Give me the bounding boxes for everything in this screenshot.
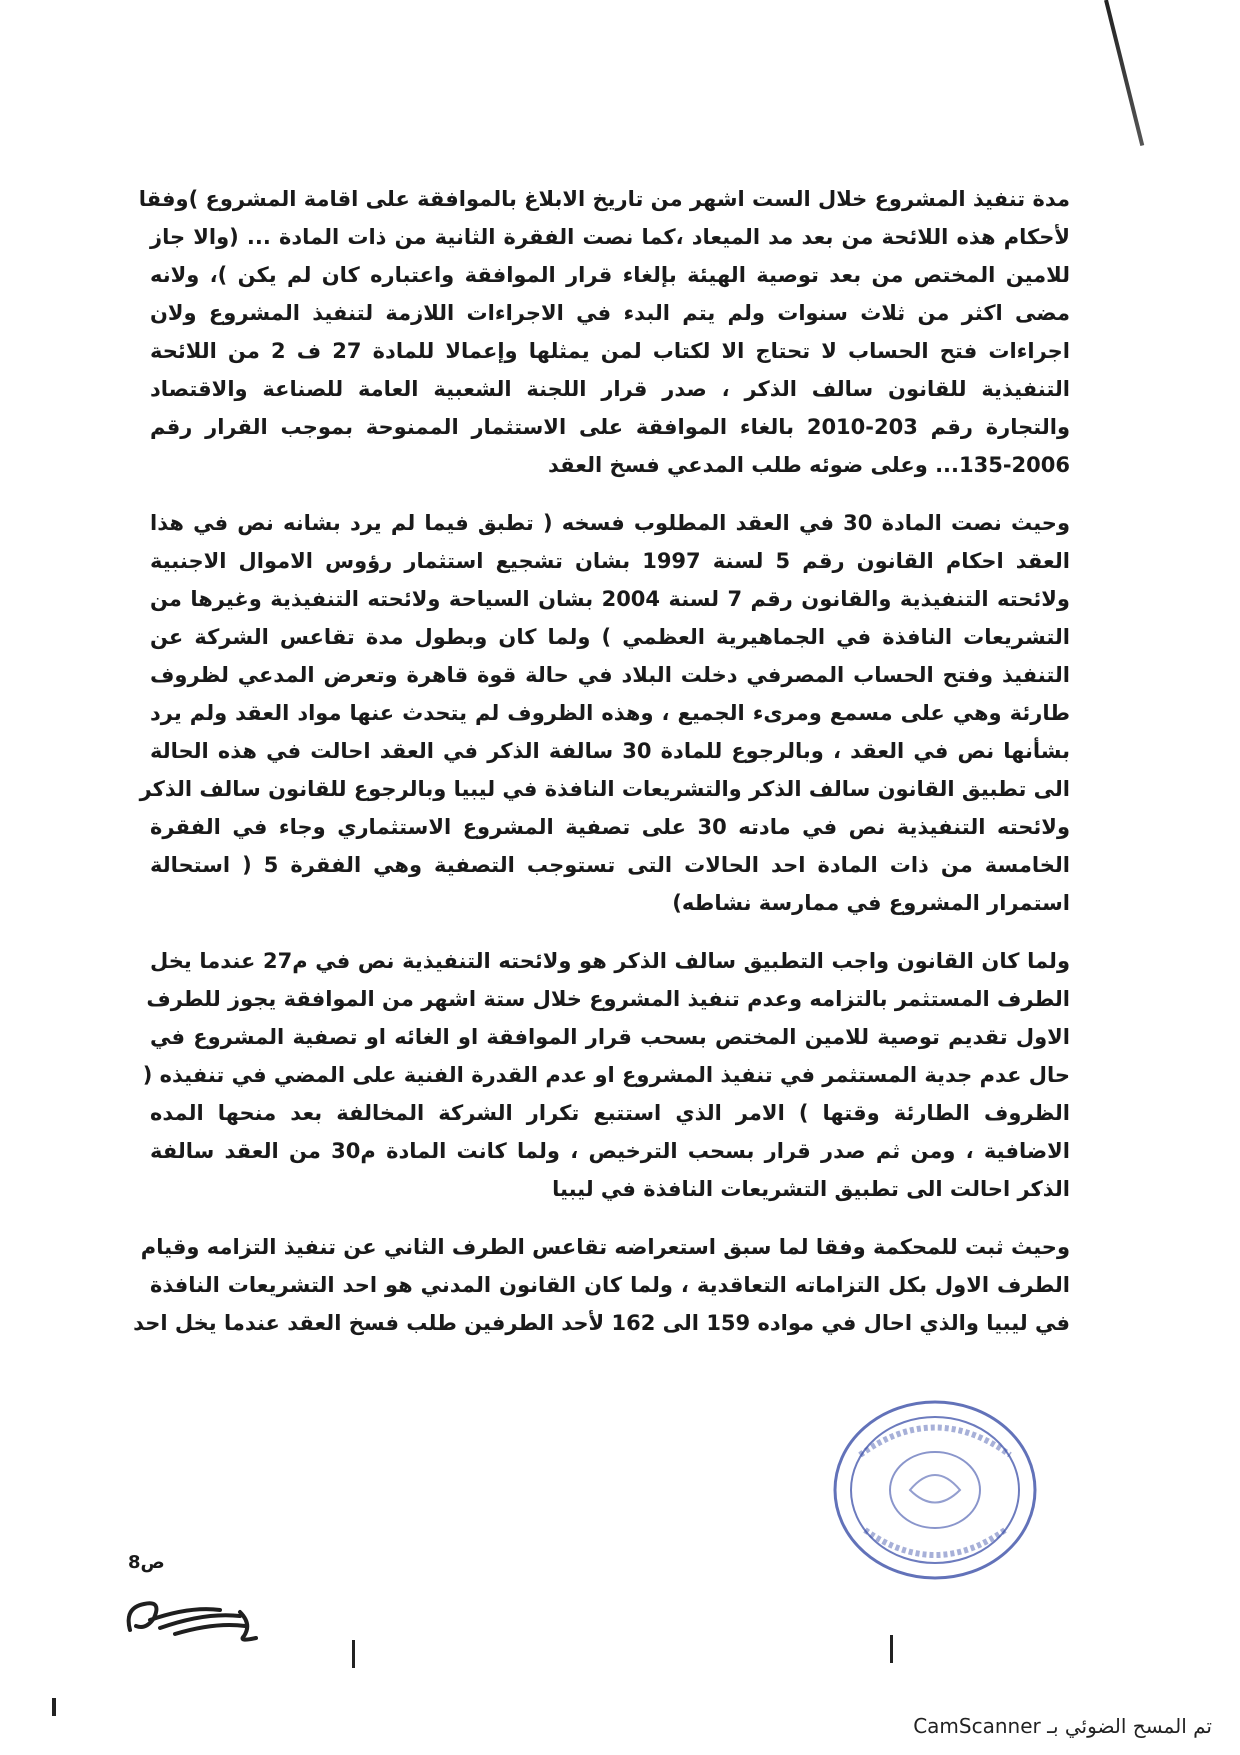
- text-line: وحيث ثبت للمحكمة وفقا لما سبق استعراضه تقاعس الطرف الثاني عن تنفيذ التزامه وقيام: [140, 1235, 1070, 1259]
- page-number: ص8: [128, 1552, 165, 1573]
- text-line: الخامسة من ذات المادة احد الحالات التى تستوجب التصفية وهي الفقرة 5 ( استحالة: [150, 853, 1070, 877]
- text-line: الطرف المستثمر بالتزامه وعدم تنفيذ المشروع خلال ستة اشهر من الموافقة يجوز للطرف: [146, 987, 1070, 1011]
- text-line: للامين المختص من بعد توصية الهيئة بإلغاء قرار الموافقة واعتباره كان لم يكن )، ولانه: [150, 263, 1070, 287]
- camscanner-footer: تم المسح الضوئي بـ CamScanner: [913, 1714, 1212, 1738]
- text-line: مدة تنفيذ المشروع خلال الست اشهر من تاريخ الابلاغ بالموافقة على اقامة المشروع )وفقا: [138, 187, 1070, 211]
- text-line: في ليبيا والذي احال في مواده 159 الى 162 لأحد الطرفين طلب فسخ العقد عندما يخل احد: [133, 1311, 1070, 1335]
- scan-mark-left: [352, 1640, 355, 1668]
- text-line: مضى اكثر من ثلاث سنوات ولم يتم البدء في الاجراءات اللازمة لتنفيذ المشروع ولان: [150, 301, 1070, 325]
- scan-mark-corner: [52, 1698, 56, 1716]
- page-edge-shadow: [1104, 0, 1144, 146]
- text-line: بشأنها نص في العقد ، وبالرجوع للمادة 30 سالفة الذكر في العقد احالت في هذه الحالة: [150, 739, 1071, 763]
- text-line: لأحكام هذه اللائحة من بعد مد الميعاد ،كما نصت الفقرة الثانية من ذات المادة ... (والا جاز: [150, 225, 1070, 249]
- paragraph: [133, 1228, 1070, 1342]
- paragraph: [142, 942, 1070, 1208]
- text-line: التشريعات النافذة في الجماهيرية العظمي ) ولما كان وبطول مدة تقاعس الشركة عن: [150, 625, 1070, 649]
- text-line: الاول تقديم توصية للامين المختص بسحب قرار الموافقة او الغائه او تصفية المشروع في: [150, 1025, 1070, 1049]
- text-line: الى تطبيق القانون سالف الذكر والتشريعات النافذة في ليبيا وبالرجوع للقانون سالف الذكر: [139, 777, 1070, 801]
- text-line: ولائحته التنفيذية والقانون رقم 7 لسنة 2004 بشان السياحة ولائحته التنفيذية وغيرها من: [150, 587, 1070, 611]
- text-line: التنفيذ وفتح الحساب المصرفي دخلت البلاد في حالة قوة قاهرة وتعرض المدعي لظروف: [150, 663, 1070, 687]
- text-line: اجراءات فتح الحساب لا تحتاج الا لكتاب لمن يمثلها وإعمالا للمادة 27 ف 2 من اللائحة: [150, 339, 1070, 363]
- text-line: العقد احكام القانون رقم 5 لسنة 1997 بشان تشجيع استثمار رؤوس الاموال الاجنبية: [150, 549, 1070, 573]
- paragraph: [138, 180, 1070, 484]
- text-line: وحيث نصت المادة 30 في العقد المطلوب فسخه ( تطبق فيما لم يرد بشانه نص في هذا: [150, 511, 1070, 535]
- text-line: الاضافية ، ومن ثم صدر قرار بسحب الترخيص ، ولما كانت المادة م30 من العقد سالفة: [150, 1139, 1070, 1163]
- text-line: والتجارة رقم 203-2010 بالغاء الموافقة على الاستثمار الممنوحة بموجب القرار رقم: [150, 415, 1070, 439]
- text-line: 135-2006... وعلى ضوئه طلب المدعي فسخ العقد: [548, 453, 1070, 477]
- scan-mark-right: [890, 1635, 893, 1663]
- court-seal-stamp: [830, 1395, 1040, 1585]
- text-line: حال عدم جدية المستثمر في تنفيذ المشروع او عدم القدرة الفنية على المضي في تنفيذه (: [142, 1063, 1070, 1087]
- text-line: الظروف الطارئة وقتها ) الامر الذي استتبع تكرار الشركة المخالفة بعد منحها المده: [150, 1101, 1070, 1125]
- text-line: التنفيذية للقانون سالف الذكر ، صدر قرار اللجنة الشعبية العامة للصناعة والاقتصاد: [150, 377, 1070, 401]
- signature: [120, 1590, 290, 1645]
- text-line: ولما كان القانون واجب التطبيق سالف الذكر هو ولائحته التنفيذية نص في م27 عندما يخل: [150, 949, 1070, 973]
- text-line: الذكر احالت الى تطبيق التشريعات النافذة في ليبيا: [552, 1177, 1070, 1201]
- text-line: طارئة وهي على مسمع ومرىء الجميع ، وهذه الظروف لم يتحدث عنها مواد العقد ولم يرد: [150, 701, 1070, 725]
- text-line: الطرف الاول بكل التزاماته التعاقدية ، ولما كان القانون المدني هو احد التشريعات النافذة: [150, 1273, 1070, 1297]
- document-body: [133, 180, 1071, 1362]
- paragraph: [139, 504, 1071, 922]
- text-line: استمرار المشروع في ممارسة نشاطه): [672, 891, 1070, 915]
- text-line: ولائحته التنفيذية نص في مادته 30 على تصفية المشروع الاستثماري وجاء في الفقرة: [150, 815, 1070, 839]
